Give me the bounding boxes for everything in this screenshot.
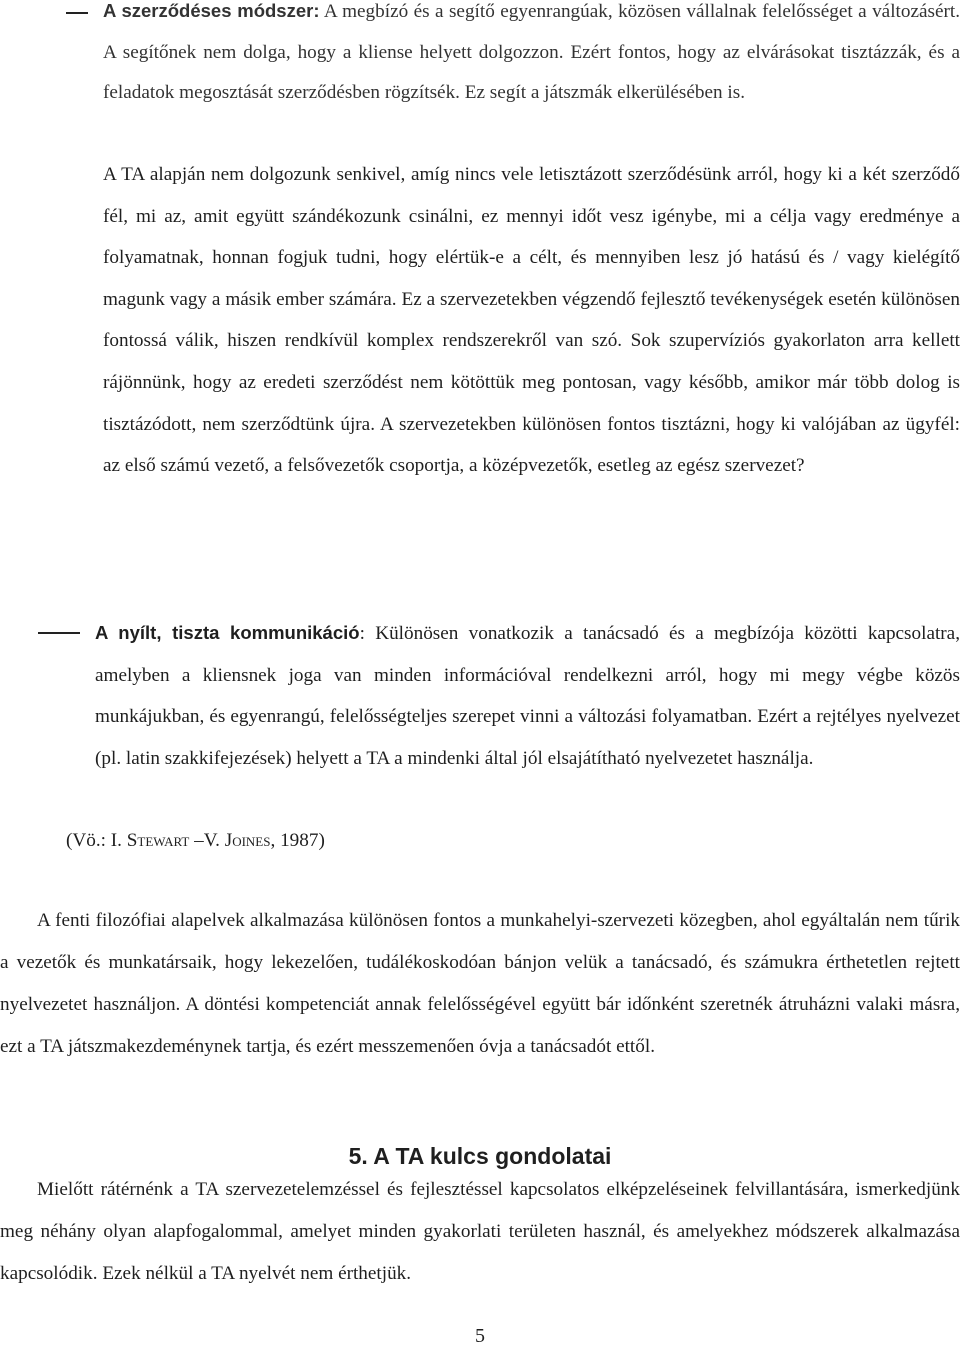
contract-paragraph [103, 154, 960, 487]
citation-author-2: Joines [224, 830, 271, 851]
citation-prefix: (Vö.: I. [66, 830, 127, 851]
bullet-dash-1 [66, 12, 88, 14]
section-heading: 5. A TA kulcs gondolatai [348, 1143, 612, 1169]
bullet-open-communication [95, 612, 960, 779]
section-intro-text: Mielőtt rátérnénk a TA szervezetelemzéssel és fejlesztéssel kapcsolatos elképzeléseinek felvillantására, ismerkedjünk meg néhány olyan alapfogalommal, amelyet minden gyakorlati területen használ, és amelyekhez módszerek alkalmazása kapcsolódik. Ezek nélkül a TA nyelvét nem érthetjük. [0, 1179, 960, 1284]
citation-middle: –V. [189, 830, 225, 851]
bullet-contract-method [103, 0, 960, 114]
page-number: 5 [475, 1325, 485, 1347]
section-intro [0, 1169, 960, 1295]
bullet-text-communication: : Különösen vonatkozik a tanácsadó és a megbízója közötti kapcsolatra, amelyben a kliensnek joga van minden információval rendelkezni arról, hogy mi megy végbe közös munkájukban, és egyenrangú, felelősségteljes szerepet vinni a változási folyamatban. Ezért a rejtélyes nyelvezet (pl. latin szakkifejezések) helyett a TA a mindenki által jól elsajátítható nyelvezetet használja. [95, 623, 960, 769]
citation-suffix: , 1987) [270, 830, 325, 851]
bullet-text-contract: A megbízó és a segítő egyenrangúak, közösen vállalnak felelősséget a változásért. A segítőnek nem dolga, hogy a kliense helyett dolgozzon. Ezért fontos, hogy az elvárásokat tisztázzák, és a feladatok megosztását szerződésben rögzítsék. Ez segít a játszmák elkerülésében is. [103, 1, 960, 103]
bullet-dash-2 [38, 632, 80, 634]
main-paragraph [0, 900, 960, 1068]
citation-author-1: Stewart [126, 830, 190, 851]
bullet-label-contract: A szerződéses módszer: [103, 0, 320, 21]
citation [66, 820, 566, 862]
contract-paragraph-text: A TA alapján nem dolgozunk senkivel, amíg nincs vele letisztázott szerződésünk arról, hogy ki a két szerződő fél, mi az, amit együtt szándékozunk csinálni, ez mennyi időt vesz igénybe, mi a célja vagy eredménye a folyamatnak, honnan fogjuk tudni, hogy elértük-e a célt, és mennyiben lesz jó hatású és / vagy kielégítő magunk vagy a másik ember számára. Ez a szervezetekben végzendő fejlesztő tevékenységek esetén különösen fontossá válik, hiszen rendkívül komplex rendszerekről van szó. Sok szupervíziós gyakorlaton arra kellett rájönnünk, hogy az eredeti szerződést nem kötöttük meg pontosan, vagy később, amikor már több dolog is tisztázódott, nem szerződtünk újra. A szervezetekben különösen fontos tisztázni, hogy ki valójában az ügyfél: az első számú vezető, a felsővezetők csoportja, a középvezetők, esetleg az egész szervezet? [103, 164, 960, 477]
bullet-label-communication: A nyílt, tiszta kommunikáció [95, 622, 360, 643]
main-paragraph-text: A fenti filozófiai alapelvek alkalmazása különösen fontos a munkahelyi-szervezeti közegben, ahol egyáltalán nem tűrik a vezetők és munkatársaik, hogy lekezelően, tudálékoskodóan bánjon velük a tanácsadó, és számukra érthetetlen rejtett nyelvezetet használjon. A döntési kompetenciát annak felelősségével együtt bár időnként szeretnék átruházni valaki másra, ezt a TA játszmakezdeménynek tartja, és ezért messzemenően óvja a tanácsadót ettől. [0, 910, 960, 1057]
